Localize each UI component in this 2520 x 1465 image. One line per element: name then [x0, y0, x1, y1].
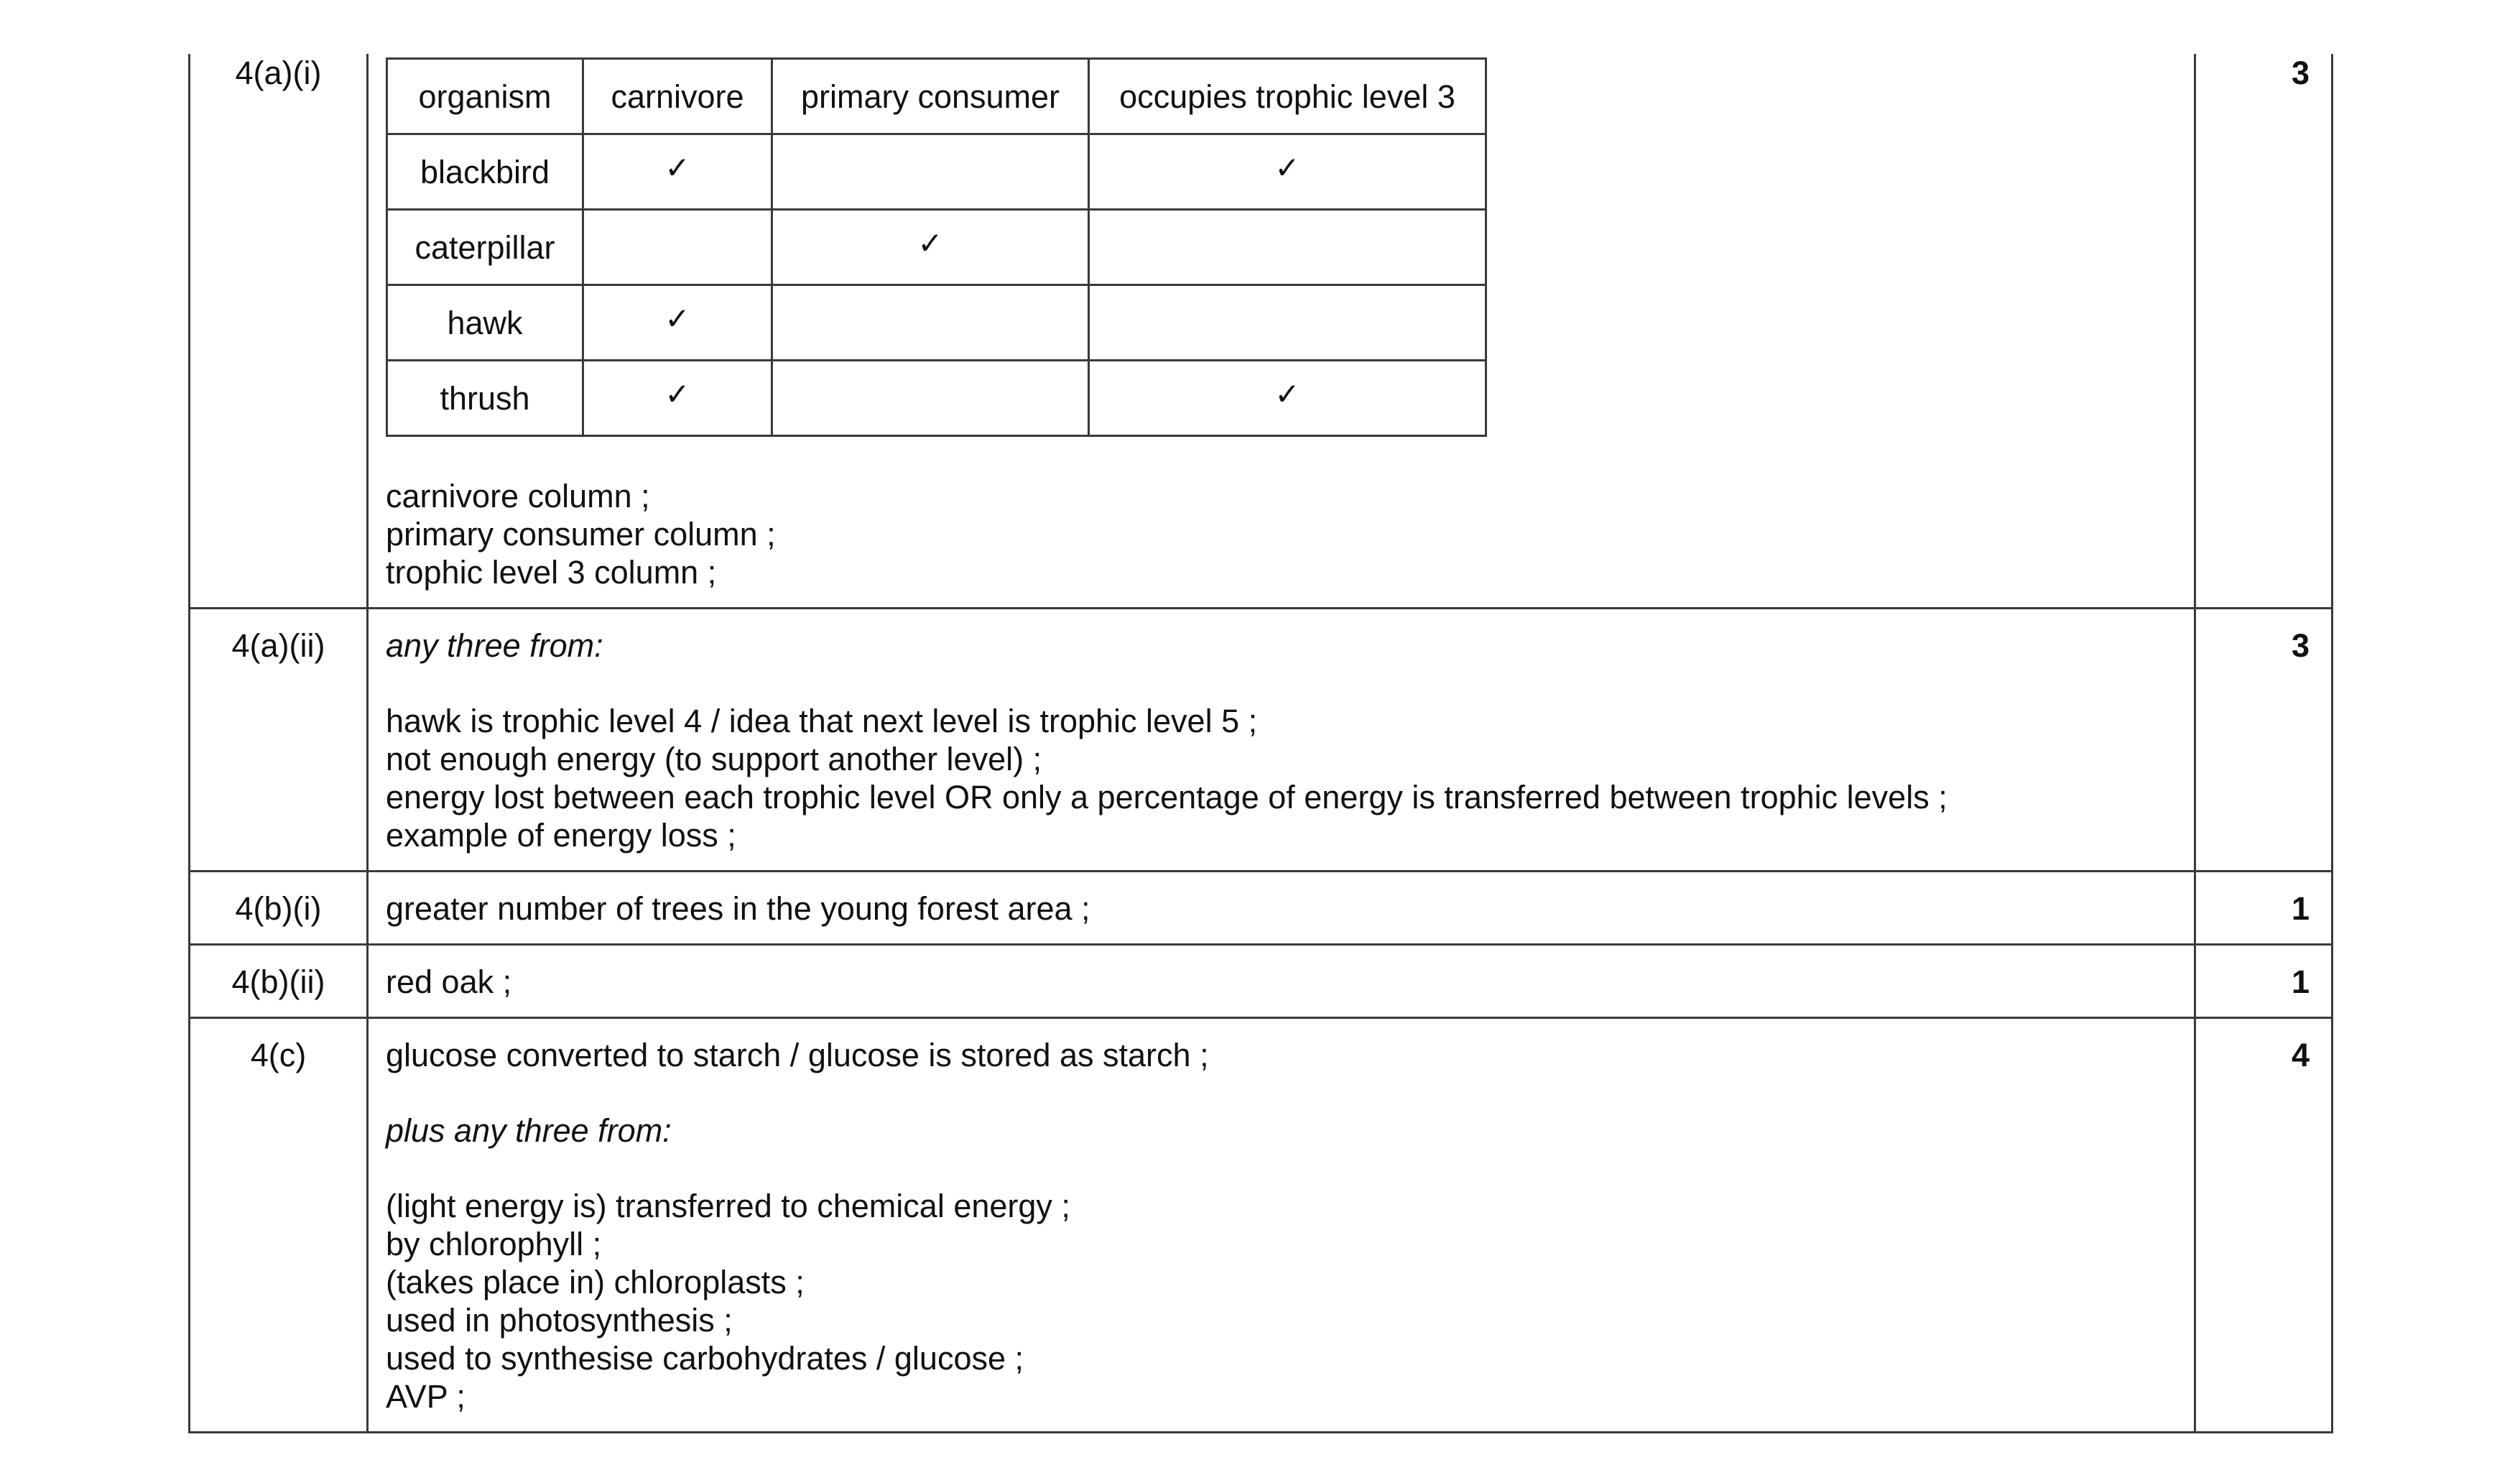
tick-cell — [583, 134, 772, 210]
tick-icon: ✓ — [1274, 150, 1300, 185]
tick-cell — [772, 210, 1089, 285]
tick-icon: ✓ — [664, 301, 690, 336]
organism-name: hawk — [387, 285, 583, 361]
answer-line: red oak ; — [386, 963, 512, 1000]
tick-icon: ✓ — [664, 376, 690, 412]
tick-cell — [1089, 361, 1486, 436]
answer-line: primary consumer column ; — [386, 516, 776, 553]
organism-row — [387, 285, 1486, 361]
organism-name: blackbird — [387, 134, 583, 210]
answer-line: hawk is trophic level 4 / idea that next level is trophic level 5 ; — [386, 703, 1258, 739]
question-number: 4(a)(i) — [235, 55, 322, 91]
organism-name: caterpillar — [387, 210, 583, 285]
answer-line: used in photosynthesis ; — [386, 1302, 733, 1339]
answer-line: AVP ; — [386, 1378, 465, 1415]
header-primary-consumer: primary consumer — [772, 59, 1089, 134]
organism-row — [387, 361, 1486, 436]
tick-cell — [772, 285, 1089, 361]
question-number: 4(b)(ii) — [231, 963, 325, 1000]
marks: 4 — [2291, 1037, 2310, 1073]
mark-scheme-row — [190, 54, 2333, 609]
answer-line: (light energy is) transferred to chemical energy ; — [386, 1188, 1070, 1224]
tick-cell — [583, 285, 772, 361]
tick-icon: ✓ — [664, 150, 690, 185]
marks: 3 — [2291, 627, 2310, 664]
header-organism: organism — [387, 59, 583, 134]
tick-cell — [583, 210, 772, 285]
tick-icon: ✓ — [917, 226, 943, 261]
tick-cell — [772, 134, 1089, 210]
answer-line: energy lost between each trophic level OR only a percentage of energy is transferred between trophic levels ; — [386, 779, 1947, 815]
question-number: 4(a)(ii) — [231, 627, 325, 664]
answer-instruction: plus any three from: — [386, 1112, 672, 1149]
answer-line: glucose converted to starch / glucose is stored as starch ; — [386, 1037, 1209, 1073]
mark-scheme-row — [190, 609, 2333, 872]
tick-cell — [772, 361, 1089, 436]
mark-scheme-table — [188, 54, 2333, 1433]
mark-scheme-row — [190, 945, 2333, 1018]
header-trophic-level-3: occupies trophic level 3 — [1089, 59, 1486, 134]
organism-name: thrush — [387, 361, 583, 436]
header-carnivore: carnivore — [583, 59, 772, 134]
tick-cell — [583, 361, 772, 436]
answer-line: used to synthesise carbohydrates / glucose ; — [386, 1340, 1024, 1377]
tick-icon: ✓ — [1274, 376, 1300, 412]
tick-cell — [1089, 285, 1486, 361]
answer-line: carnivore column ; — [386, 478, 650, 514]
answer-line: trophic level 3 column ; — [386, 554, 717, 591]
answer-line: greater number of trees in the young forest area ; — [386, 890, 1090, 927]
organism-row — [387, 134, 1486, 210]
marks: 1 — [2291, 963, 2310, 1000]
answer-line: by chlorophyll ; — [386, 1226, 602, 1262]
organism-table-header — [387, 59, 1486, 134]
question-number: 4(c) — [250, 1037, 307, 1073]
organism-table — [386, 57, 1487, 437]
organism-row — [387, 210, 1486, 285]
mark-scheme-row — [190, 1018, 2333, 1433]
tick-cell — [1089, 134, 1486, 210]
mark-scheme-row — [190, 872, 2333, 945]
answer-line: not enough energy (to support another level) ; — [386, 741, 1042, 777]
answer-line: example of energy loss ; — [386, 817, 736, 854]
tick-cell — [1089, 210, 1486, 285]
answer-line: (takes place in) chloroplasts ; — [386, 1264, 805, 1300]
marks: 3 — [2291, 55, 2310, 91]
answer-instruction: any three from: — [386, 627, 603, 664]
marks: 1 — [2291, 890, 2310, 927]
question-number: 4(b)(i) — [235, 890, 322, 927]
